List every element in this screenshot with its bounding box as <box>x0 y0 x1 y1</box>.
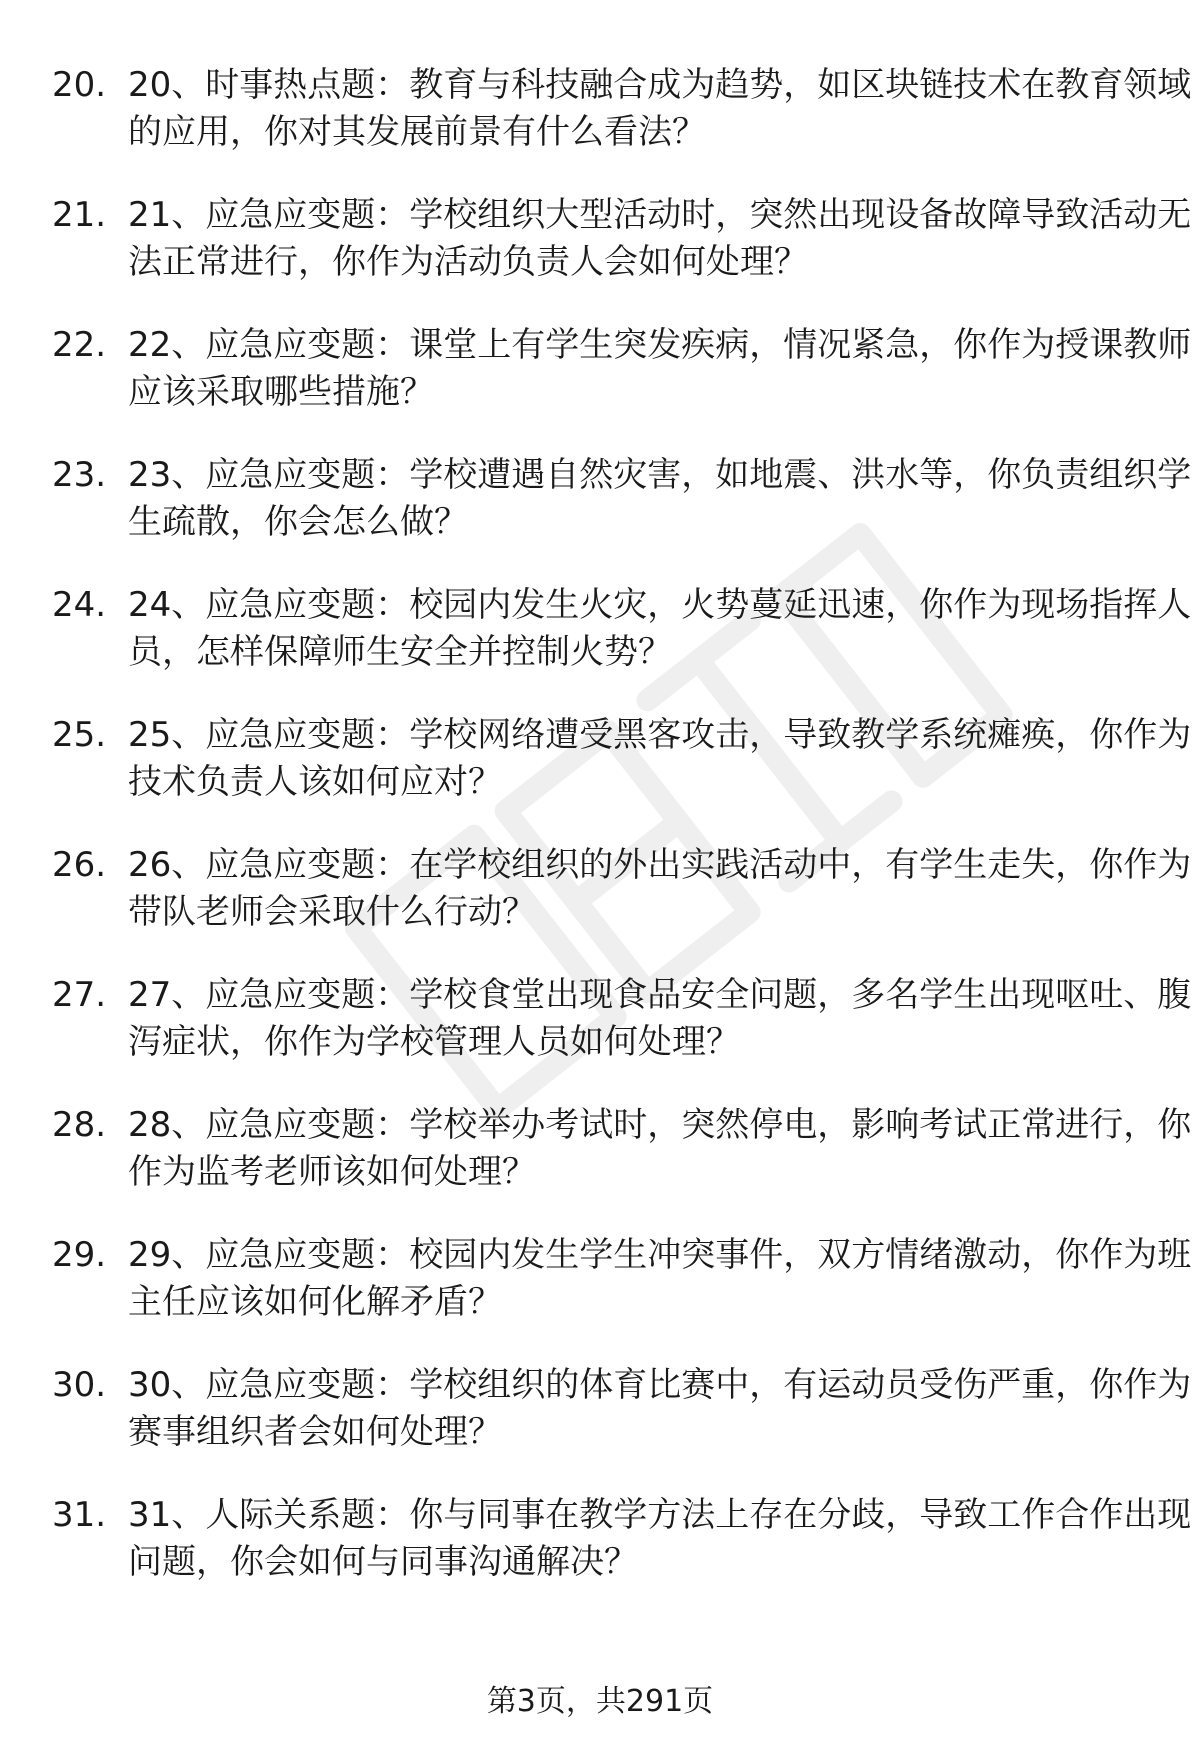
list-item <box>52 582 1192 712</box>
list-item <box>52 1492 1192 1622</box>
item-number: 21. <box>52 195 107 235</box>
list-item <box>52 62 1192 192</box>
item-number: 20. <box>52 65 107 105</box>
item-text: 27、应急应变题：学校食堂出现食品安全问题，多名学生出现呕吐、腹泻症状，你作为学校管理人员如何处理？ <box>128 975 1192 1062</box>
list-item <box>52 192 1192 322</box>
item-number: 29. <box>52 1235 107 1275</box>
item-text: 26、应急应变题：在学校组织的外出实践活动中，有学生走失，你作为带队老师会采取什么行动？ <box>128 845 1192 932</box>
item-text: 20、时事热点题：教育与科技融合成为趋势，如区块链技术在教育领域的应用，你对其发展前景有什么看法？ <box>128 65 1192 152</box>
item-number: 31. <box>52 1495 107 1535</box>
item-text: 31、人际关系题：你与同事在教学方法上存在分歧，导致工作合作出现问题，你会如何与同事沟通解决？ <box>128 1495 1192 1582</box>
list-item <box>52 712 1192 842</box>
item-text: 29、应急应变题：校园内发生学生冲突事件，双方情绪激动，你作为班主任应该如何化解矛盾？ <box>128 1235 1192 1322</box>
item-number: 27. <box>52 975 107 1015</box>
item-number: 22. <box>52 325 107 365</box>
list-item <box>52 1362 1192 1492</box>
item-number: 24. <box>52 585 107 625</box>
item-text: 22、应急应变题：课堂上有学生突发疾病，情况紧急，你作为授课教师应该采取哪些措施？ <box>128 325 1192 412</box>
item-number: 25. <box>52 715 107 755</box>
item-number: 23. <box>52 455 107 495</box>
list-item <box>52 322 1192 452</box>
list-item <box>52 1232 1192 1362</box>
item-text: 30、应急应变题：学校组织的体育比赛中，有运动员受伤严重，你作为赛事组织者会如何处理？ <box>128 1365 1192 1452</box>
item-text: 25、应急应变题：学校网络遭受黑客攻击，导致教学系统瘫痪，你作为技术负责人该如何应对？ <box>128 715 1192 802</box>
item-number: 28. <box>52 1105 107 1145</box>
item-text: 24、应急应变题：校园内发生火灾，火势蔓延迅速，你作为现场指挥人员，怎样保障师生安全并控制火势？ <box>128 585 1192 672</box>
page-indicator: 第3页，共291页 <box>486 1684 714 1719</box>
item-number: 30. <box>52 1365 107 1405</box>
list-item <box>52 452 1192 582</box>
list-item <box>52 842 1192 972</box>
list-item <box>52 1102 1192 1232</box>
item-number: 26. <box>52 845 107 885</box>
list-item <box>52 972 1192 1102</box>
item-text: 21、应急应变题：学校组织大型活动时，突然出现设备故障导致活动无法正常进行，你作为活动负责人会如何处理？ <box>128 195 1192 282</box>
item-text: 28、应急应变题：学校举办考试时，突然停电，影响考试正常进行，你作为监考老师该如何处理？ <box>128 1105 1192 1192</box>
item-text: 23、应急应变题：学校遭遇自然灾害，如地震、洪水等，你负责组织学生疏散，你会怎么做？ <box>128 455 1192 542</box>
question-list <box>52 62 1192 1622</box>
